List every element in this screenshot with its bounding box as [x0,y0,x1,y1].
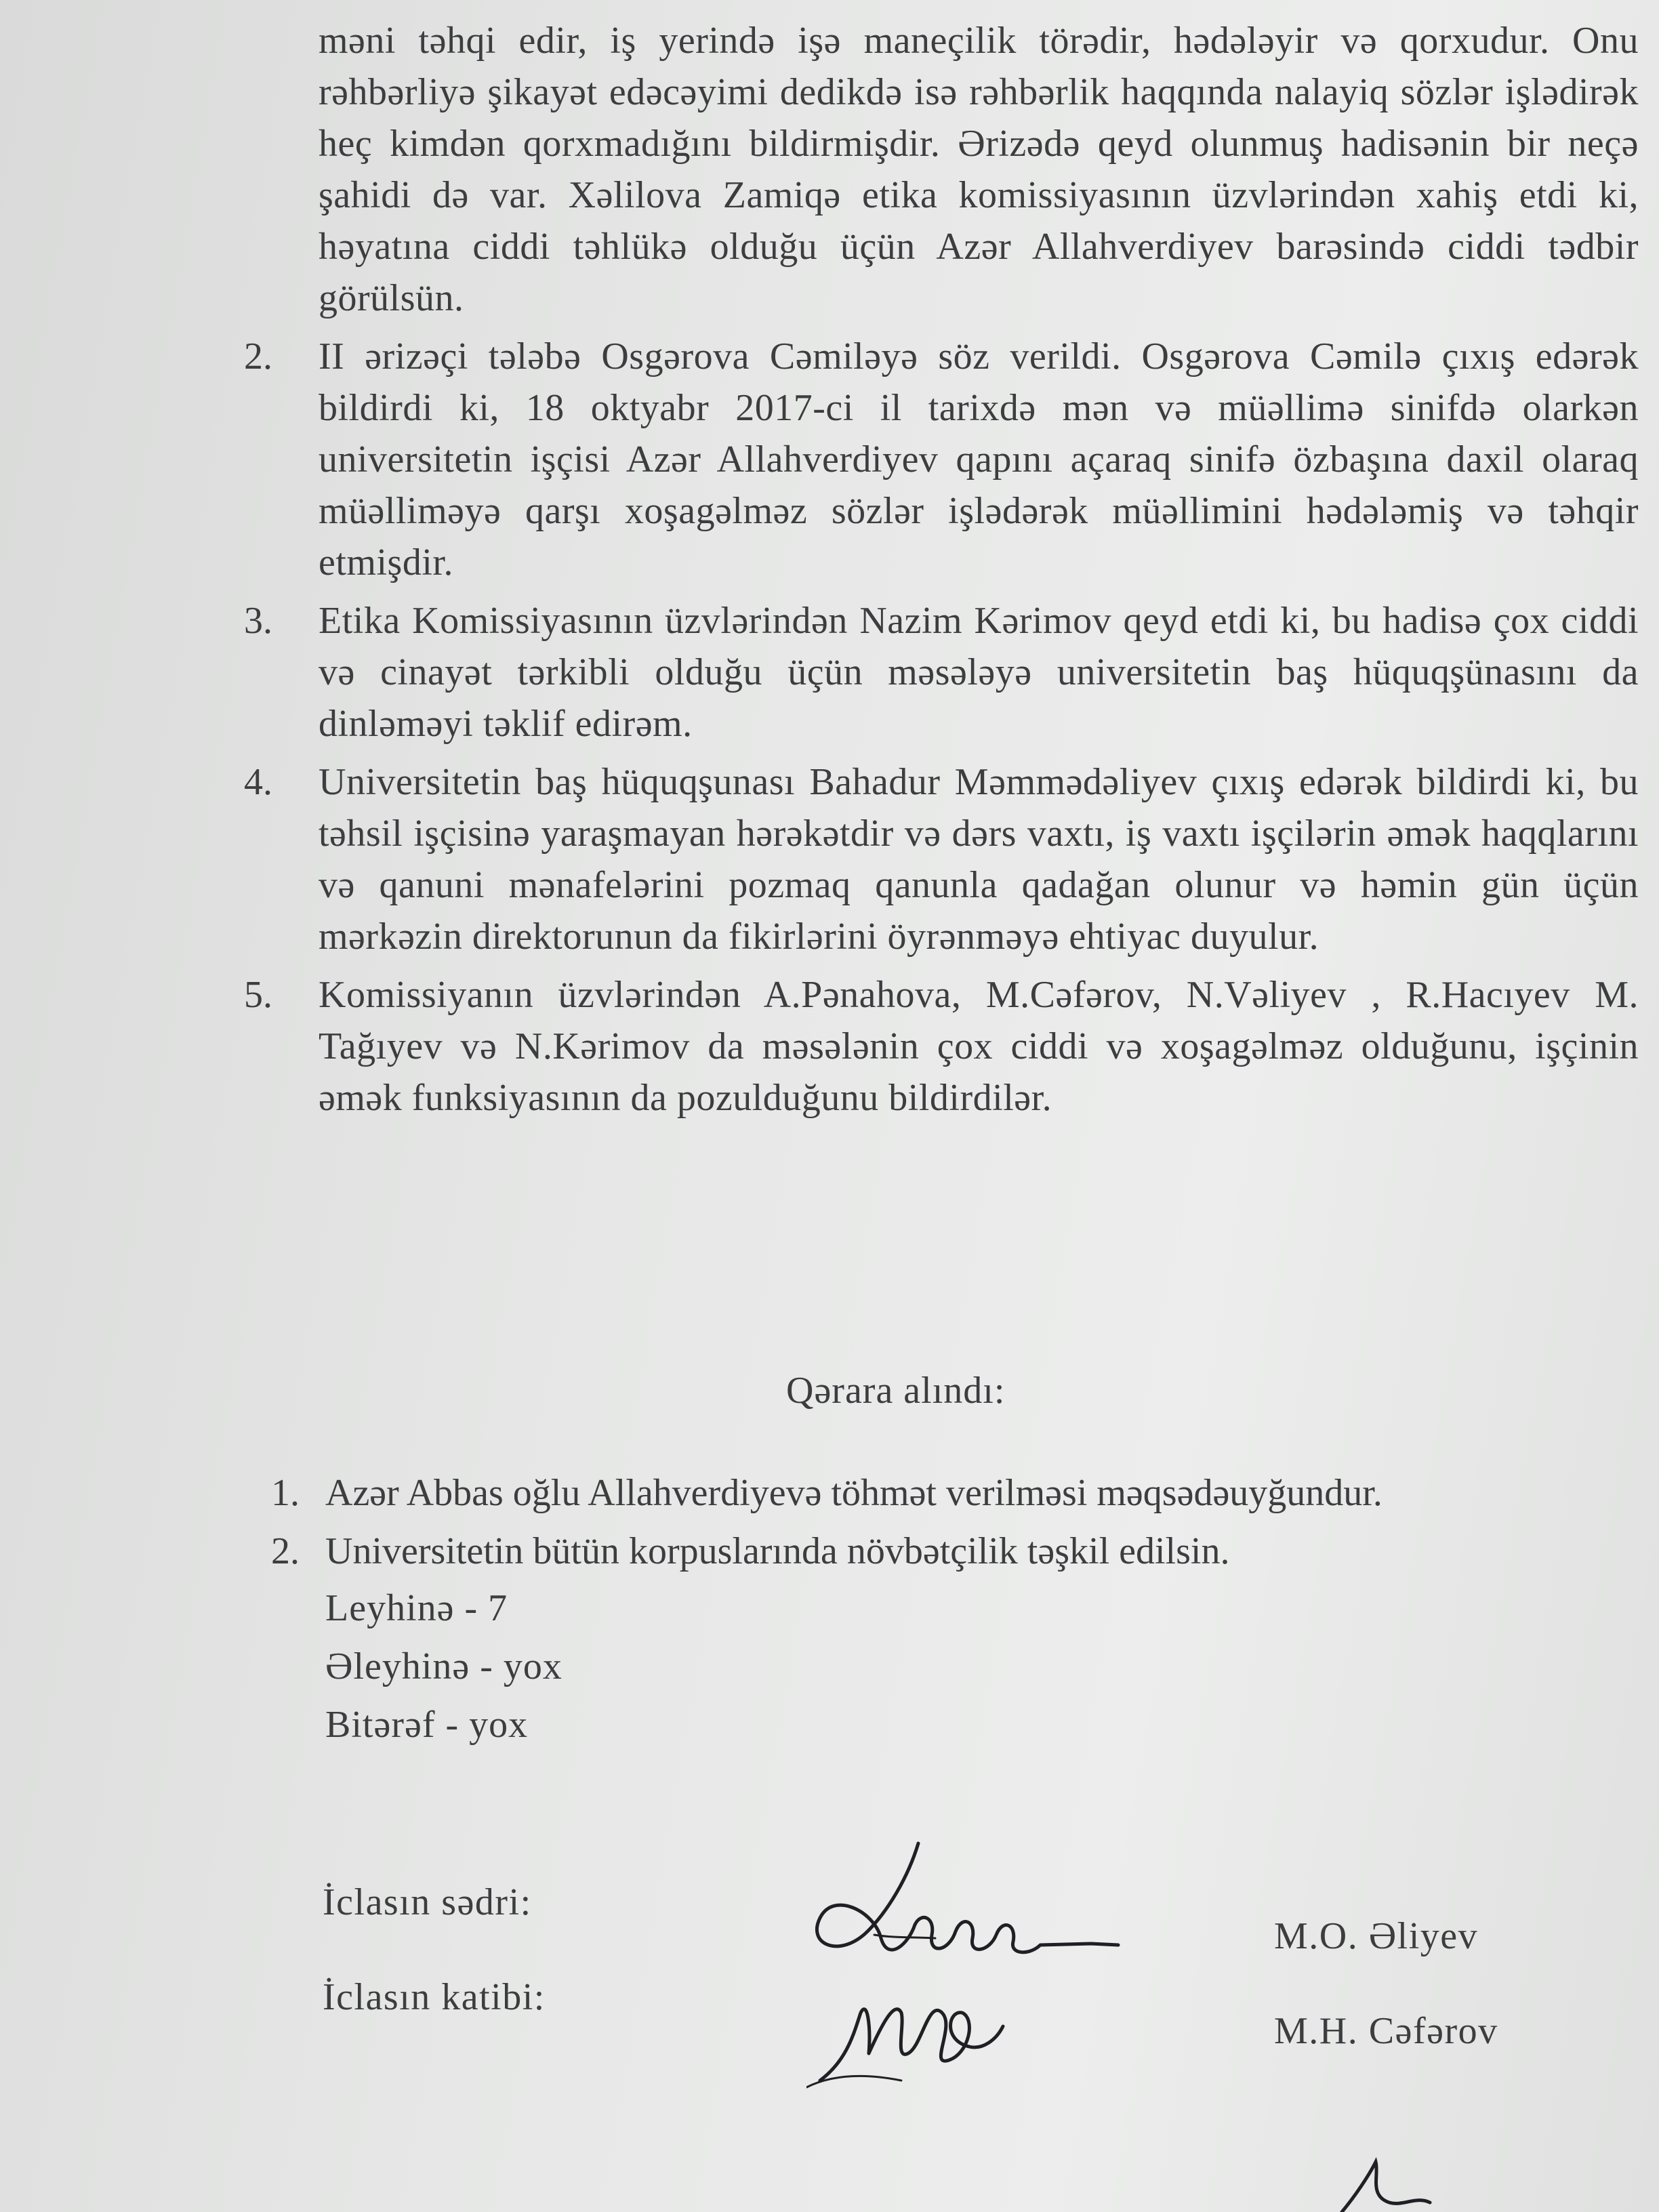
decision-item-2 [271,1522,1518,1580]
discussion-item-4 [244,756,1639,962]
secretary-signature [806,1972,1023,2101]
item-number: 3. [244,600,272,642]
chair-signature [806,1837,1159,1992]
chair-name: M.O. Əliyev [1274,1915,1479,1957]
partial-signature-corner [1328,2155,1464,2212]
decision-text: Azər Abbas oğlu Allahverdiyevə töhmət verilməsi məqsədəuyğundur. [325,1472,1382,1514]
discussion-item-3 [244,595,1639,750]
votes-abstain: Bitərəf - yox [325,1704,529,1746]
item-text: II ərizəçi tələbə Osgərova Cəmiləyə söz verildi. Osgərova Cəmilə çıxış edərək bildirdi ki, 18 oktyabr 2017-ci il tarixdə mən və müəllimə sinifdə olarkən universitetin işçisi Azər Allahverdiyev qapını açaraq sinifə özbaşına daxil olaraq müəlliməyə qarşı xoşagəlməz sözlər işlədərək müəllimini hədələmiş və təhqir etmişdir. [319,335,1639,583]
secretary-label: İclasın katibi: [323,1976,546,2018]
votes-for: Leyhinə - 7 [325,1587,508,1629]
decision-number: 1. [271,1472,300,1514]
decision-list [271,1464,1518,1580]
decision-heading: Qərara alındı: [786,1370,1006,1412]
opening-paragraph: məni təhqi edir, iş yerində işə maneçilik törədir, hədələyir və qorxudur. Onu rəhbərliyə şikayət edəcəyimi dedikdə isə rəhbərlik haqqında nalayiq sözlər işlədirək heç kimdən qorxmadığını bildirmişdir. Ərizədə qeyd olunmuş hadisənin bir neçə şahidi də var. Xəlilova Zamiqə etika komissiyasının üzvlərindən xahiş etdi ki, həyatına ciddi təhlükə olduğu üçün Azər Allahverdiyev barəsində ciddi tədbir görülsün. [319,20,1639,319]
decision-number: 2. [271,1530,300,1572]
vote-results [325,1579,562,1754]
decision-text: Universitetin bütün korpuslarında növbətçilik təşkil edilsin. [325,1530,1230,1572]
discussion-item-2 [244,331,1639,588]
item-number: 4. [244,761,272,803]
votes-against: Əleyhinə - yox [325,1645,562,1687]
item-text: Universitetin baş hüquqşunası Bahadur Məmmədəliyev çıxış edərək bildirdi ki, bu təhsil işçisinə yaraşmayan hərəkətdir və dərs vaxtı, iş vaxtı işçilərin əmək haqqlarını və qanuni mənafelərini pozmaq qanunla qadağan olunur və həmin gün üçün mərkəzin direktorunun da fikirlərini öyrənməyə ehtiyac duyulur. [319,761,1639,958]
secretary-name: M.H. Cəfərov [1274,2010,1498,2052]
item-number: 2. [244,335,272,377]
chair-label: İclasın sədri: [323,1881,532,1923]
item-text: Komissiyanın üzvlərindən A.Pənahova, M.Cəfərov, N.Vəliyev , R.Hacıyev M. Tağıyev və N.Kərimov da məsələnin çox ciddi və xoşagəlməz olduğunu, işçinin əmək funksiyasının da pozulduğunu bildirdilər. [319,974,1639,1119]
decision-item-1 [271,1464,1518,1522]
item-text: Etika Komissiyasının üzvlərindən Nazim Kərimov qeyd etdi ki, bu hadisə çox ciddi və cinayət tərkibli olduğu üçün məsələyə universitetin baş hüquqşünasını da dinləməyi təklif edirəm. [319,600,1639,745]
item-number: 5. [244,974,272,1016]
minutes-body [244,15,1639,1124]
discussion-item-5 [244,969,1639,1124]
